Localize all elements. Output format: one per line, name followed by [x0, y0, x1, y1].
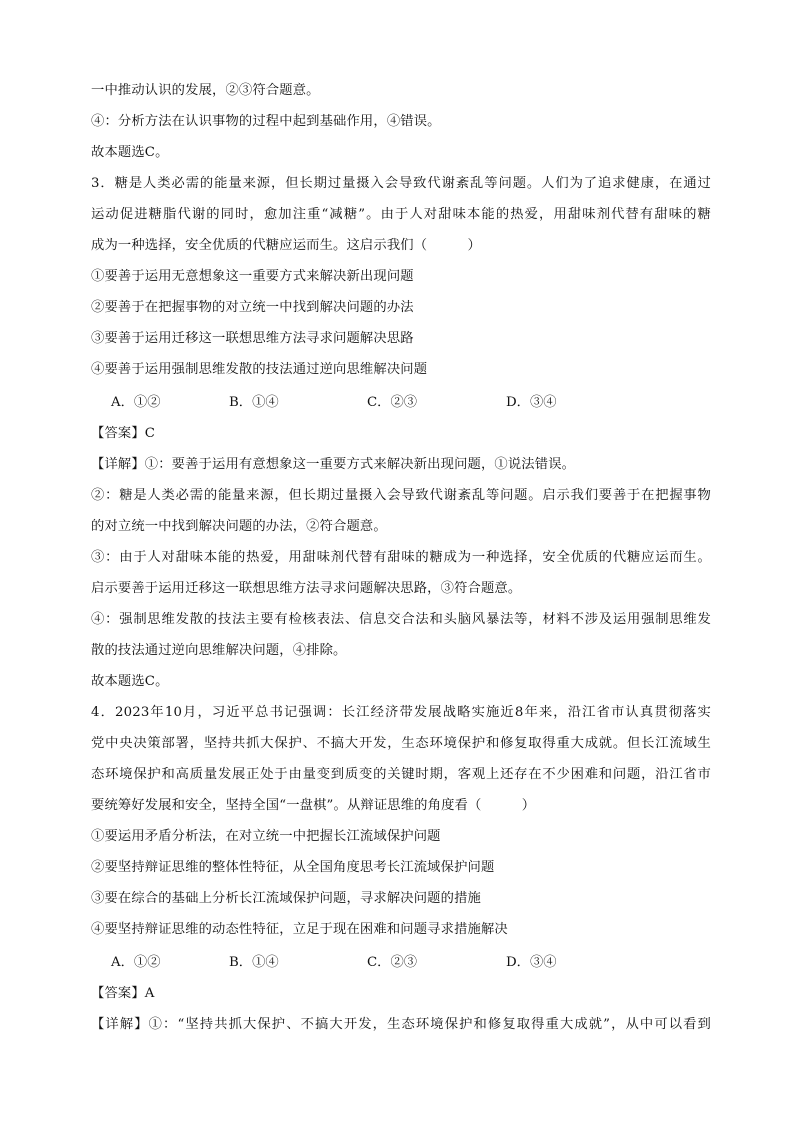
question-4-stem: 要统筹好发展和安全，坚持全国“一盘棋”。从辩证思维的角度看（ ）: [91, 798, 536, 813]
question-3-statement: ③要善于运用迁移这一联想思维方法寻求问题解决思路: [91, 331, 414, 346]
question-4-statement: ②要坚持辩证思维的整体性特征，从全国角度思考长江流域保护问题: [91, 860, 495, 875]
question-3-explanation: ②：糖是人类必需的能量来源，但长期过量摄入会导致代谢紊乱等问题。启示我们要善于在把握事物: [91, 488, 711, 503]
question-4-stem: 党中央决策部署，坚持共抓大保护、不搞大开发，生态环境保护和修复取得重大成就。但长江流域生: [91, 736, 711, 751]
question-3-option-d: D．③④: [506, 395, 557, 410]
question-3-stem: 成为一种选择，安全优质的代糖应运而生。这启示我们（ ）: [91, 238, 481, 253]
question-3-conclusion: 故本题选C。: [91, 674, 169, 689]
question-4-option-d: D．③④: [506, 955, 557, 970]
question-3-option-b: B．①④: [229, 395, 279, 410]
text-line: ④：分析方法在认识事物的过程中起到基础作用，④错误。: [91, 114, 441, 129]
question-4-explanation: 【详解】①：“坚持共抓大保护、不搞大开发，生态环境保护和修复取得重大成就”，从中可以看到: [91, 1017, 711, 1032]
question-4-statement: ①要运用矛盾分析法，在对立统一中把握长江流域保护问题: [91, 829, 441, 844]
question-3-answer: 【答案】C: [91, 426, 156, 441]
question-3-stem: 运动促进糖脂代谢的同时，愈加注重“减糖”。由于人对甜味本能的热爱，用甜味剂代替有甜味的糖: [91, 207, 711, 222]
question-3-explanation: 散的技法通过逆向思维解决问题，④排除。: [91, 643, 347, 658]
question-3-explanation: ③：由于人对甜味本能的热爱，用甜味剂代替有甜味的糖成为一种选择，安全优质的代糖应运而生。: [91, 550, 711, 565]
question-3-explanation: 启示要善于运用迁移这一联想思维方法寻求问题解决思路，③符合题意。: [91, 581, 522, 596]
question-4-option-c: C．②③: [367, 955, 418, 970]
question-3-statement: ①要善于运用无意想象这一重要方式来解决新出现问题: [91, 269, 414, 284]
question-4-option-b: B．①④: [229, 955, 279, 970]
question-4-option-a: A．①②: [111, 955, 161, 970]
question-4-answer: 【答案】A: [91, 986, 155, 1001]
question-3-option-a: A．①②: [111, 395, 161, 410]
question-4-stem: 4．2023年10月，习近平总书记强调：长江经济带发展战略实施近8年来，沿江省市认真贯彻落实: [91, 705, 711, 720]
question-3-explanation: 【详解】①：要善于运用有意想象这一重要方式来解决新出现问题，①说法错误。: [91, 457, 576, 472]
text-line: 一中推动认识的发展，②③符合题意。: [91, 83, 320, 98]
question-4-stem: 态环境保护和高质量发展正处于由量变到质变的关键时期，客观上还存在不少困难和问题，沿江省市: [91, 767, 711, 782]
question-3-statement: ②要善于在把握事物的对立统一中找到解决问题的办法: [91, 300, 414, 315]
question-3-explanation: ④：强制思维发散的技法主要有检核表法、信息交合法和头脑风暴法等，材料不涉及运用强制思维发: [91, 612, 711, 627]
question-3-stem: 3．糖是人类必需的能量来源，但长期过量摄入会导致代谢紊乱等问题。人们为了追求健康，在通过: [91, 176, 711, 191]
question-4-statement: ③要在综合的基础上分析长江流域保护问题，寻求解决问题的措施: [91, 891, 481, 906]
question-3-explanation: 的对立统一中找到解决问题的办法，②符合题意。: [91, 519, 387, 534]
question-3-statement: ④要善于运用强制思维发散的技法通过逆向思维解决问题: [91, 362, 428, 377]
question-4-statement: ④要坚持辩证思维的动态性特征，立足于现在困难和问题寻求措施解决: [91, 922, 508, 937]
text-line: 故本题选C。: [91, 145, 169, 160]
question-3-option-c: C．②③: [367, 395, 418, 410]
